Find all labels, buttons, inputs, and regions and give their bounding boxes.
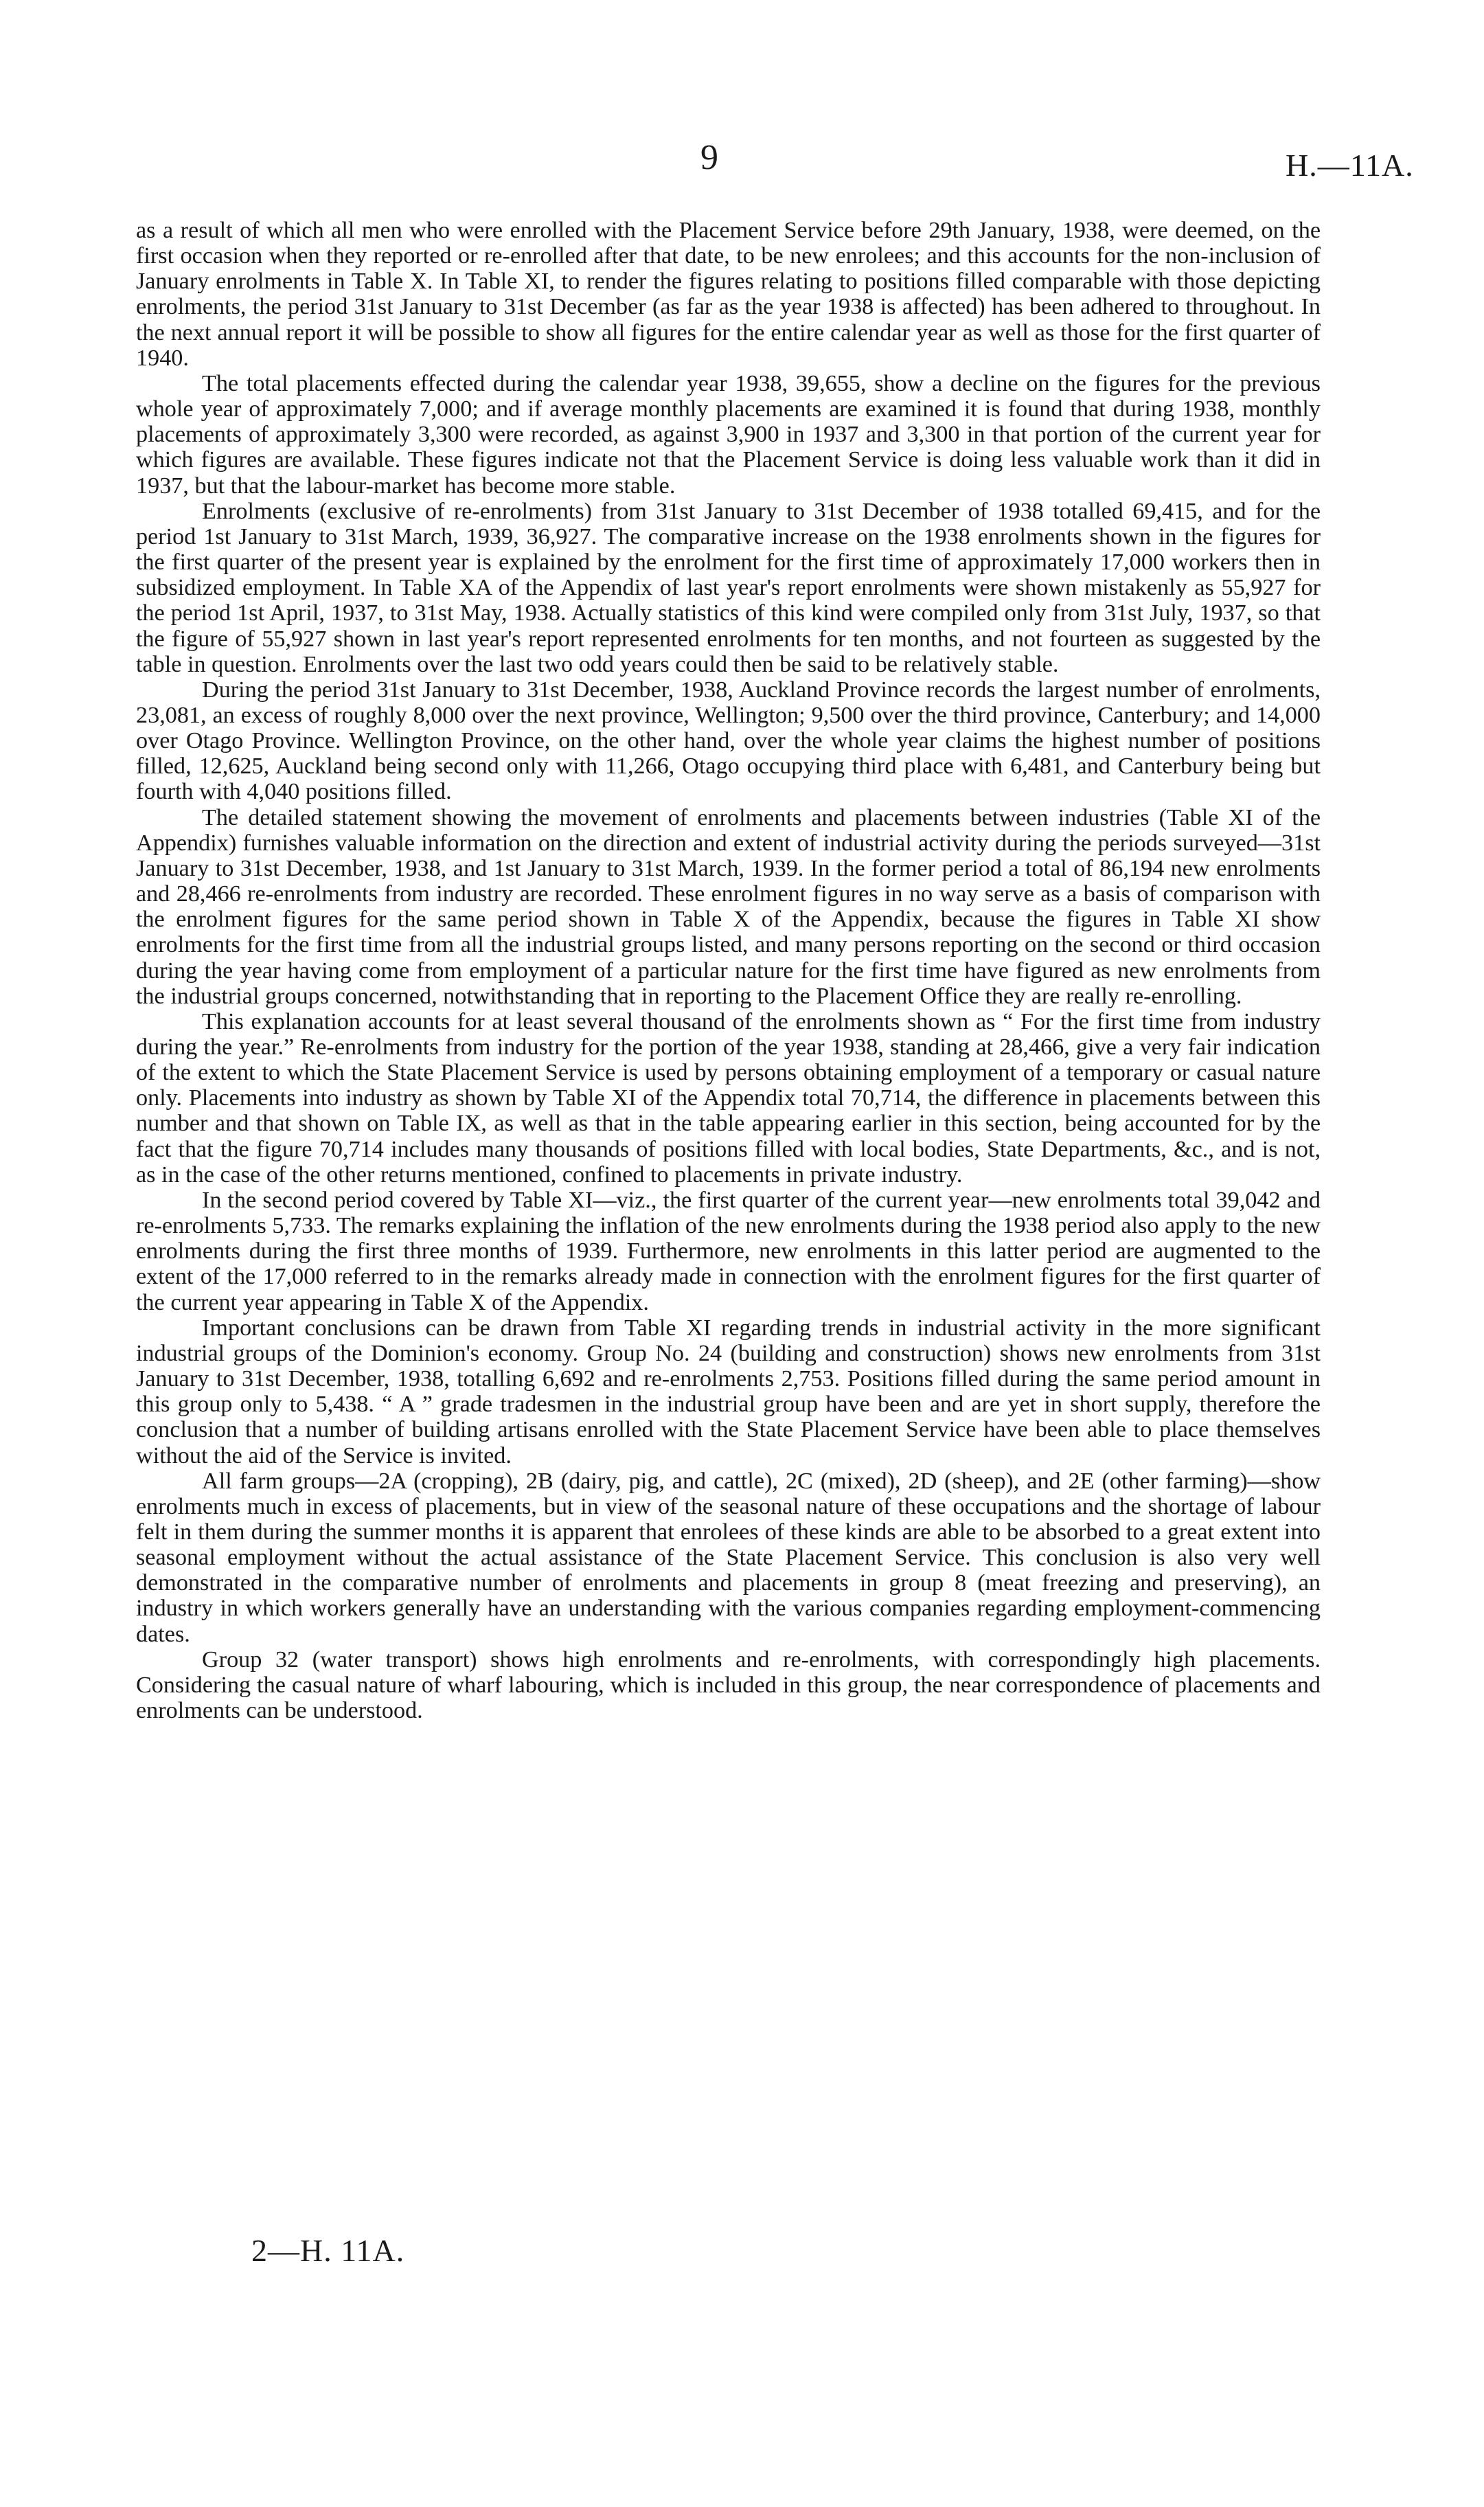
- paragraph-4: During the period 31st January to 31st December, 1938, Auckland Province records the largest number of enrolments, 23,081, an excess of roughly 8,000 over the next province, Wellington; 9,500 over the third province, Canterbury; and 14,000 over Otago Province. Wellington Province, on the other hand, over the whole year claims the highest number of positions filled, 12,625, Auckland being second only with 11,266, Otago occupying third place with 6,481, and Canterbury being but fourth with 4,040 positions filled.: [136, 677, 1321, 805]
- paragraph-9: All farm groups—2A (cropping), 2B (dairy, pig, and cattle), 2C (mixed), 2D (sheep), and 2E (other farming)—show enrolments much in excess of placements, but in view of the seasonal nature of these occupations and the shortage of labour felt in them during the summer months it is apparent that enrolees of these kinds are able to be absorbed to a great extent into seasonal employment without the actual assistance of the State Placement Service. This conclusion is also very well demonstrated in the comparative number of enrolments and placements in group 8 (meat freezing and preserving), an industry in which workers generally have an understanding with the various companies regarding employment-commencing dates.: [136, 1468, 1321, 1647]
- paragraph-8: Important conclusions can be drawn from Table XI regarding trends in industrial activity in the more significant industrial groups of the Dominion's economy. Group No. 24 (building and construction) shows new enrolments from 31st January to 31st December, 1938, totalling 6,692 and re-enrolments 2,753. Positions filled during the same period amount in this group only to 5,438. “ A ” grade tradesmen in the industrial group have been and are yet in short supply, therefore the conclusion that a number of building artisans enrolled with the State Placement Service have been able to place themselves without the aid of the Service is invited.: [136, 1315, 1321, 1468]
- paragraph-5: The detailed statement showing the movement of enrolments and placements between industries (Table XI of the Appendix) furnishes valuable information on the direction and extent of industrial activity during the periods surveyed—31st January to 31st December, 1938, and 1st January to 31st March, 1939. In the former period a total of 86,194 new enrolments and 28,466 re-enrolments from industry are recorded. These enrolment figures in no way serve as a basis of comparison with the enrolment figures for the same period shown in Table X of the Appendix, because the figures in Table XI show enrolments for the first time from all the industrial groups listed, and many persons reporting on the second or third occasion during the year having come from employment of a particular nature for the first time have figured as new enrolments from the industrial groups concerned, notwithstanding that in reporting to the Placement Office they are really re-enrolling.: [136, 804, 1321, 1009]
- body-text: [136, 218, 1321, 1723]
- footer-signature: 2—H. 11A.: [251, 2233, 405, 2268]
- document-reference: H.—11A.: [1286, 148, 1414, 183]
- paragraph-2: The total placements effected during the calendar year 1938, 39,655, show a decline on the figures for the previous whole year of approximately 7,000; and if average monthly placements are examined it is found that during 1938, monthly placements of approximately 3,300 were recorded, as against 3,900 in 1937 and 3,300 in that portion of the current year for which figures are available. These figures indicate not that the Placement Service is doing less valuable work than it did in 1937, but that the labour-market has become more stable.: [136, 370, 1321, 499]
- page-number: 9: [700, 138, 718, 177]
- paragraph-7: In the second period covered by Table XI—viz., the first quarter of the current year—new enrolments total 39,042 and re-enrolments 5,733. The remarks explaining the inflation of the new enrolments during the 1938 period also apply to the new enrolments during the first three months of 1939. Furthermore, new enrolments in this latter period are augmented to the extent of the 17,000 referred to in the remarks already made in connection with the enrolment figures for the first quarter of the current year appearing in Table X of the Appendix.: [136, 1187, 1321, 1315]
- paragraph-3: Enrolments (exclusive of re-enrolments) from 31st January to 31st December of 1938 totalled 69,415, and for the period 1st January to 31st March, 1939, 36,927. The comparative increase on the 1938 enrolments shown in the figures for the first quarter of the present year is explained by the enrolment for the first time of approximately 17,000 workers then in subsidized employment. In Table XA of the Appendix of last year's report enrolments were shown mistakenly as 55,927 for the period 1st April, 1937, to 31st May, 1938. Actually statistics of this kind were compiled only from 31st July, 1937, so that the figure of 55,927 shown in last year's report represented enrolments for ten months, and not fourteen as suggested by the table in question. Enrolments over the last two odd years could then be said to be relatively stable.: [136, 498, 1321, 677]
- paragraph-1: as a result of which all men who were enrolled with the Placement Service before 29th January, 1938, were deemed, on the first occasion when they reported or re-enrolled after that date, to be new enrolees; and this accounts for the non-inclusion of January enrolments in Table X. In Table XI, to render the figures relating to positions filled comparable with those depicting enrolments, the period 31st January to 31st December (as far as the year 1938 is affected) has been adhered to throughout. In the next annual report it will be possible to show all figures for the entire calendar year as well as those for the first quarter of 1940.: [136, 218, 1321, 371]
- paragraph-6: This explanation accounts for at least several thousand of the enrolments shown as “ For the first time from industry during the year.” Re-enrolments from industry for the portion of the year 1938, standing at 28,466, give a very fair indication of the extent to which the State Placement Service is used by persons obtaining employment of a temporary or casual nature only. Placements into industry as shown by Table XI of the Appendix total 70,714, the difference in placements between this number and that shown on Table IX, as well as that in the table appearing earlier in this section, being accounted for by the fact that the figure 70,714 includes many thousands of positions filled with local bodies, State Departments, &c., and is not, as in the case of the other returns mentioned, confined to placements in private industry.: [136, 1008, 1321, 1188]
- paragraph-10: Group 32 (water transport) shows high enrolments and re-enrolments, with correspondingly high placements. Considering the casual nature of wharf labouring, which is included in this group, the near correspondence of placements and enrolments can be understood.: [136, 1646, 1321, 1724]
